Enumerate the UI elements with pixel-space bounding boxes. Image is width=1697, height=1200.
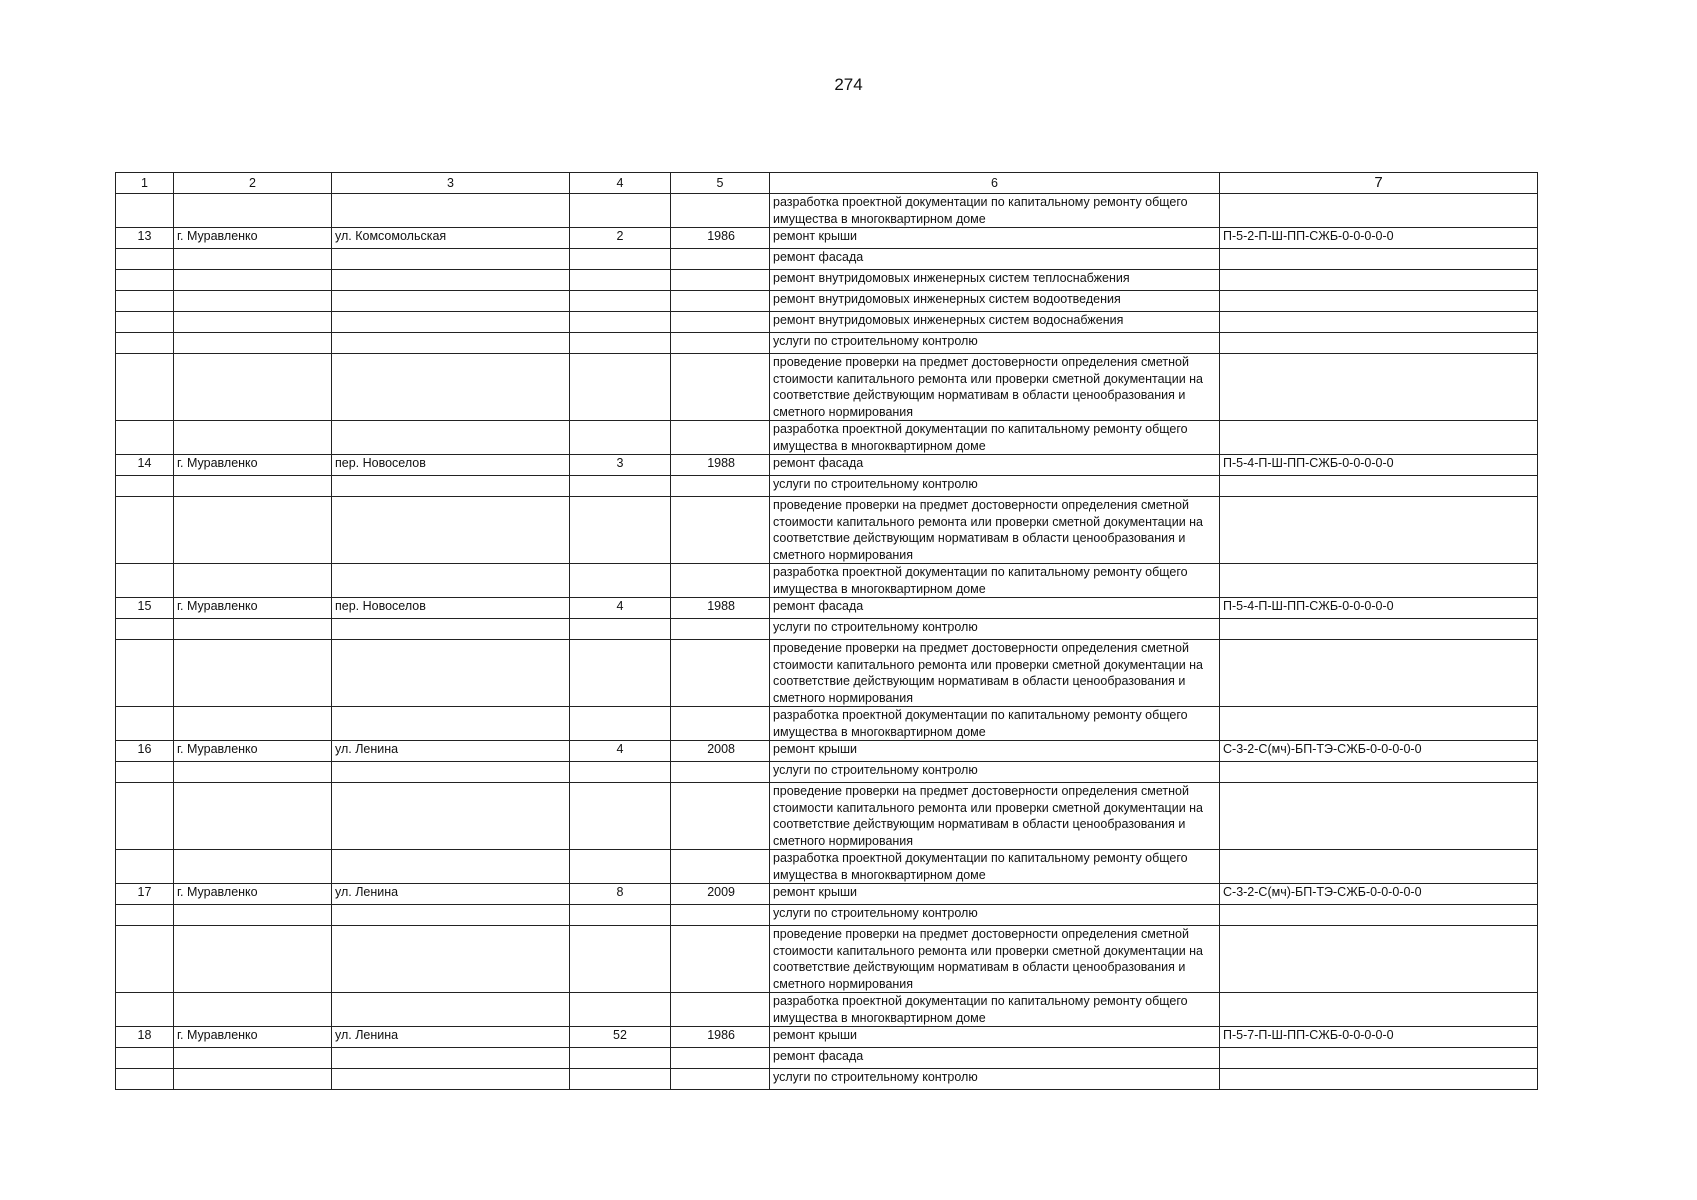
work-type-cell: ремонт крыши — [770, 228, 1220, 249]
house-number-cell — [570, 497, 671, 564]
year-cell — [671, 783, 770, 850]
row-number-cell — [116, 249, 174, 270]
row-number-cell — [116, 291, 174, 312]
header-row — [116, 173, 1538, 194]
city-cell — [174, 333, 332, 354]
street-cell — [332, 640, 570, 707]
building-code-cell: П-5-4-П-Ш-ПП-СЖБ-0-0-0-0-0 — [1220, 598, 1538, 619]
year-cell — [671, 926, 770, 993]
work-type-cell: проведение проверки на предмет достоверности определения сметной стоимости капитального ремонта или проверки сметной документации на соответствие действующим нормативам в области ценообразования и сметного нормирования — [770, 640, 1220, 707]
table-row — [116, 926, 1538, 993]
street-cell — [332, 905, 570, 926]
street-cell — [332, 291, 570, 312]
city-cell — [174, 762, 332, 783]
row-number-cell: 17 — [116, 884, 174, 905]
city-cell — [174, 270, 332, 291]
row-number-cell: 15 — [116, 598, 174, 619]
year-cell — [671, 564, 770, 598]
table-row — [116, 598, 1538, 619]
street-cell — [332, 850, 570, 884]
work-type-cell: разработка проектной документации по капитальному ремонту общего имущества в многоквартирном доме — [770, 993, 1220, 1027]
house-number-cell — [570, 993, 671, 1027]
city-cell — [174, 850, 332, 884]
repair-schedule-table — [115, 172, 1538, 1090]
house-number-cell — [570, 476, 671, 497]
work-type-cell: ремонт фасада — [770, 1048, 1220, 1069]
street-cell — [332, 497, 570, 564]
house-number-cell — [570, 926, 671, 993]
row-number-cell — [116, 333, 174, 354]
work-type-cell: ремонт внутридомовых инженерных систем водоснабжения — [770, 312, 1220, 333]
house-number-cell — [570, 270, 671, 291]
year-cell — [671, 993, 770, 1027]
building-code-cell — [1220, 354, 1538, 421]
row-number-cell — [116, 564, 174, 598]
year-cell — [671, 354, 770, 421]
table-row — [116, 564, 1538, 598]
building-code-cell: П-5-7-П-Ш-ПП-СЖБ-0-0-0-0-0 — [1220, 1027, 1538, 1048]
house-number-cell — [570, 850, 671, 884]
street-cell — [332, 333, 570, 354]
table-row — [116, 993, 1538, 1027]
city-cell: г. Муравленко — [174, 1027, 332, 1048]
year-cell — [671, 476, 770, 497]
street-cell — [332, 270, 570, 291]
building-code-cell — [1220, 421, 1538, 455]
table-row — [116, 270, 1538, 291]
building-code-cell: С-3-2-С(мч)-БП-ТЭ-СЖБ-0-0-0-0-0 — [1220, 884, 1538, 905]
work-type-cell: проведение проверки на предмет достоверности определения сметной стоимости капитального ремонта или проверки сметной документации на соответствие действующим нормативам в области ценообразования и сметного нормирования — [770, 783, 1220, 850]
city-cell — [174, 564, 332, 598]
table-row — [116, 333, 1538, 354]
row-number-cell — [116, 354, 174, 421]
city-cell — [174, 640, 332, 707]
work-type-cell: проведение проверки на предмет достоверности определения сметной стоимости капитального ремонта или проверки сметной документации на соответствие действующим нормативам в области ценообразования и сметного нормирования — [770, 354, 1220, 421]
year-cell — [671, 905, 770, 926]
city-cell — [174, 421, 332, 455]
building-code-cell: С-3-2-С(мч)-БП-ТЭ-СЖБ-0-0-0-0-0 — [1220, 741, 1538, 762]
street-cell — [332, 421, 570, 455]
table-row — [116, 1069, 1538, 1090]
house-number-cell: 4 — [570, 741, 671, 762]
row-number-cell — [116, 640, 174, 707]
work-type-cell: разработка проектной документации по капитальному ремонту общего имущества в многоквартирном доме — [770, 850, 1220, 884]
year-cell — [671, 333, 770, 354]
city-cell — [174, 926, 332, 993]
street-cell — [332, 564, 570, 598]
city-cell — [174, 497, 332, 564]
building-code-cell — [1220, 850, 1538, 884]
year-cell — [671, 312, 770, 333]
house-number-cell — [570, 249, 671, 270]
year-cell — [671, 194, 770, 228]
house-number-cell — [570, 707, 671, 741]
street-cell — [332, 354, 570, 421]
table-row — [116, 455, 1538, 476]
street-cell — [332, 249, 570, 270]
building-code-cell — [1220, 333, 1538, 354]
work-type-cell: разработка проектной документации по капитальному ремонту общего имущества в многоквартирном доме — [770, 194, 1220, 228]
house-number-cell — [570, 783, 671, 850]
city-cell — [174, 1069, 332, 1090]
city-cell: г. Муравленко — [174, 741, 332, 762]
building-code-cell — [1220, 619, 1538, 640]
street-cell: ул. Ленина — [332, 884, 570, 905]
city-cell — [174, 783, 332, 850]
street-cell: ул. Ленина — [332, 1027, 570, 1048]
row-number-cell — [116, 926, 174, 993]
building-code-cell — [1220, 926, 1538, 993]
year-cell: 1988 — [671, 598, 770, 619]
street-cell — [332, 312, 570, 333]
city-cell — [174, 249, 332, 270]
street-cell: пер. Новоселов — [332, 455, 570, 476]
building-code-cell — [1220, 993, 1538, 1027]
work-type-cell: разработка проектной документации по капитальному ремонту общего имущества в многоквартирном доме — [770, 421, 1220, 455]
year-cell: 1986 — [671, 1027, 770, 1048]
year-cell — [671, 497, 770, 564]
city-cell — [174, 707, 332, 741]
building-code-cell — [1220, 497, 1538, 564]
street-cell — [332, 783, 570, 850]
street-cell — [332, 194, 570, 228]
street-cell: ул. Ленина — [332, 741, 570, 762]
table-row — [116, 1027, 1538, 1048]
house-number-cell — [570, 619, 671, 640]
house-number-cell — [570, 1069, 671, 1090]
row-number-cell — [116, 762, 174, 783]
year-cell — [671, 619, 770, 640]
building-code-cell — [1220, 312, 1538, 333]
work-type-cell: услуги по строительному контролю — [770, 905, 1220, 926]
year-cell — [671, 640, 770, 707]
row-number-cell — [116, 1048, 174, 1069]
table-row — [116, 640, 1538, 707]
table-row — [116, 905, 1538, 926]
table-row — [116, 312, 1538, 333]
year-cell — [671, 1048, 770, 1069]
table-row — [116, 707, 1538, 741]
building-code-cell — [1220, 1048, 1538, 1069]
work-type-cell: ремонт фасада — [770, 598, 1220, 619]
city-cell — [174, 1048, 332, 1069]
work-type-cell: ремонт крыши — [770, 1027, 1220, 1048]
row-number-cell — [116, 707, 174, 741]
house-number-cell — [570, 905, 671, 926]
work-type-cell: ремонт фасада — [770, 455, 1220, 476]
street-cell — [332, 926, 570, 993]
year-cell — [671, 1069, 770, 1090]
row-number-cell: 14 — [116, 455, 174, 476]
table-row — [116, 228, 1538, 249]
house-number-cell — [570, 1048, 671, 1069]
year-cell — [671, 291, 770, 312]
work-type-cell: проведение проверки на предмет достоверности определения сметной стоимости капитального ремонта или проверки сметной документации на соответствие действующим нормативам в области ценообразования и сметного нормирования — [770, 926, 1220, 993]
row-number-cell — [116, 993, 174, 1027]
city-cell: г. Муравленко — [174, 455, 332, 476]
work-type-cell: разработка проектной документации по капитальному ремонту общего имущества в многоквартирном доме — [770, 564, 1220, 598]
house-number-cell — [570, 762, 671, 783]
row-number-cell — [116, 619, 174, 640]
row-number-cell: 16 — [116, 741, 174, 762]
year-cell — [671, 850, 770, 884]
work-type-cell: ремонт внутридомовых инженерных систем теплоснабжения — [770, 270, 1220, 291]
work-type-cell: ремонт крыши — [770, 884, 1220, 905]
work-type-cell: ремонт фасада — [770, 249, 1220, 270]
row-number-cell: 13 — [116, 228, 174, 249]
row-number-cell — [116, 194, 174, 228]
building-code-cell — [1220, 564, 1538, 598]
house-number-cell — [570, 421, 671, 455]
street-cell: пер. Новоселов — [332, 598, 570, 619]
house-number-cell: 3 — [570, 455, 671, 476]
building-code-cell — [1220, 640, 1538, 707]
year-cell — [671, 421, 770, 455]
street-cell — [332, 619, 570, 640]
table-row — [116, 783, 1538, 850]
table-row — [116, 421, 1538, 455]
house-number-cell — [570, 333, 671, 354]
year-cell: 1986 — [671, 228, 770, 249]
row-number-cell — [116, 476, 174, 497]
city-cell — [174, 354, 332, 421]
city-cell — [174, 619, 332, 640]
building-code-cell — [1220, 249, 1538, 270]
work-type-cell: проведение проверки на предмет достоверности определения сметной стоимости капитального ремонта или проверки сметной документации на соответствие действующим нормативам в области ценообразования и сметного нормирования — [770, 497, 1220, 564]
house-number-cell: 2 — [570, 228, 671, 249]
row-number-cell — [116, 270, 174, 291]
page-number: 274 — [834, 75, 863, 94]
table-row — [116, 850, 1538, 884]
row-number-cell — [116, 783, 174, 850]
street-cell — [332, 993, 570, 1027]
building-code-cell — [1220, 1069, 1538, 1090]
city-cell — [174, 905, 332, 926]
city-cell — [174, 194, 332, 228]
building-code-cell — [1220, 194, 1538, 228]
building-code-cell — [1220, 783, 1538, 850]
header-cell: 2 — [174, 173, 332, 194]
table-row — [116, 291, 1538, 312]
table-row — [116, 762, 1538, 783]
city-cell — [174, 312, 332, 333]
row-number-cell — [116, 312, 174, 333]
work-type-cell: услуги по строительному контролю — [770, 762, 1220, 783]
year-cell: 2008 — [671, 741, 770, 762]
table-row — [116, 1048, 1538, 1069]
row-number-cell — [116, 421, 174, 455]
building-code-cell: П-5-2-П-Ш-ПП-СЖБ-0-0-0-0-0 — [1220, 228, 1538, 249]
street-cell — [332, 762, 570, 783]
city-cell — [174, 476, 332, 497]
building-code-cell: П-5-4-П-Ш-ПП-СЖБ-0-0-0-0-0 — [1220, 455, 1538, 476]
house-number-cell — [570, 354, 671, 421]
table-row — [116, 884, 1538, 905]
header-cell: 5 — [671, 173, 770, 194]
table-row — [116, 354, 1538, 421]
house-number-cell: 8 — [570, 884, 671, 905]
work-type-cell: ремонт крыши — [770, 741, 1220, 762]
header-cell: 1 — [116, 173, 174, 194]
header-cell: 4 — [570, 173, 671, 194]
row-number-cell — [116, 1069, 174, 1090]
table-row — [116, 476, 1538, 497]
street-cell — [332, 707, 570, 741]
work-type-cell: услуги по строительному контролю — [770, 476, 1220, 497]
table-row — [116, 194, 1538, 228]
house-number-cell — [570, 194, 671, 228]
year-cell — [671, 707, 770, 741]
year-cell: 2009 — [671, 884, 770, 905]
street-cell — [332, 476, 570, 497]
row-number-cell: 18 — [116, 1027, 174, 1048]
work-type-cell: услуги по строительному контролю — [770, 333, 1220, 354]
row-number-cell — [116, 905, 174, 926]
row-number-cell — [116, 850, 174, 884]
building-code-cell — [1220, 476, 1538, 497]
building-code-cell — [1220, 270, 1538, 291]
street-cell — [332, 1069, 570, 1090]
year-cell — [671, 249, 770, 270]
building-code-cell — [1220, 905, 1538, 926]
street-cell — [332, 1048, 570, 1069]
house-number-cell — [570, 291, 671, 312]
year-cell: 1988 — [671, 455, 770, 476]
work-type-cell: услуги по строительному контролю — [770, 1069, 1220, 1090]
work-type-cell: разработка проектной документации по капитальному ремонту общего имущества в многоквартирном доме — [770, 707, 1220, 741]
city-cell: г. Муравленко — [174, 884, 332, 905]
house-number-cell — [570, 640, 671, 707]
work-type-cell: услуги по строительному контролю — [770, 619, 1220, 640]
table-row — [116, 497, 1538, 564]
building-code-cell — [1220, 707, 1538, 741]
year-cell — [671, 270, 770, 291]
row-number-cell — [116, 497, 174, 564]
building-code-cell — [1220, 291, 1538, 312]
building-code-cell — [1220, 762, 1538, 783]
table-row — [116, 741, 1538, 762]
year-cell — [671, 762, 770, 783]
header-cell: 7 — [1220, 173, 1538, 194]
header-cell: 3 — [332, 173, 570, 194]
house-number-cell: 4 — [570, 598, 671, 619]
city-cell — [174, 993, 332, 1027]
work-type-cell: ремонт внутридомовых инженерных систем водоотведения — [770, 291, 1220, 312]
city-cell: г. Муравленко — [174, 598, 332, 619]
city-cell: г. Муравленко — [174, 228, 332, 249]
house-number-cell — [570, 564, 671, 598]
city-cell — [174, 291, 332, 312]
house-number-cell: 52 — [570, 1027, 671, 1048]
house-number-cell — [570, 312, 671, 333]
table-row — [116, 619, 1538, 640]
header-cell: 6 — [770, 173, 1220, 194]
table-row — [116, 249, 1538, 270]
street-cell: ул. Комсомольская — [332, 228, 570, 249]
